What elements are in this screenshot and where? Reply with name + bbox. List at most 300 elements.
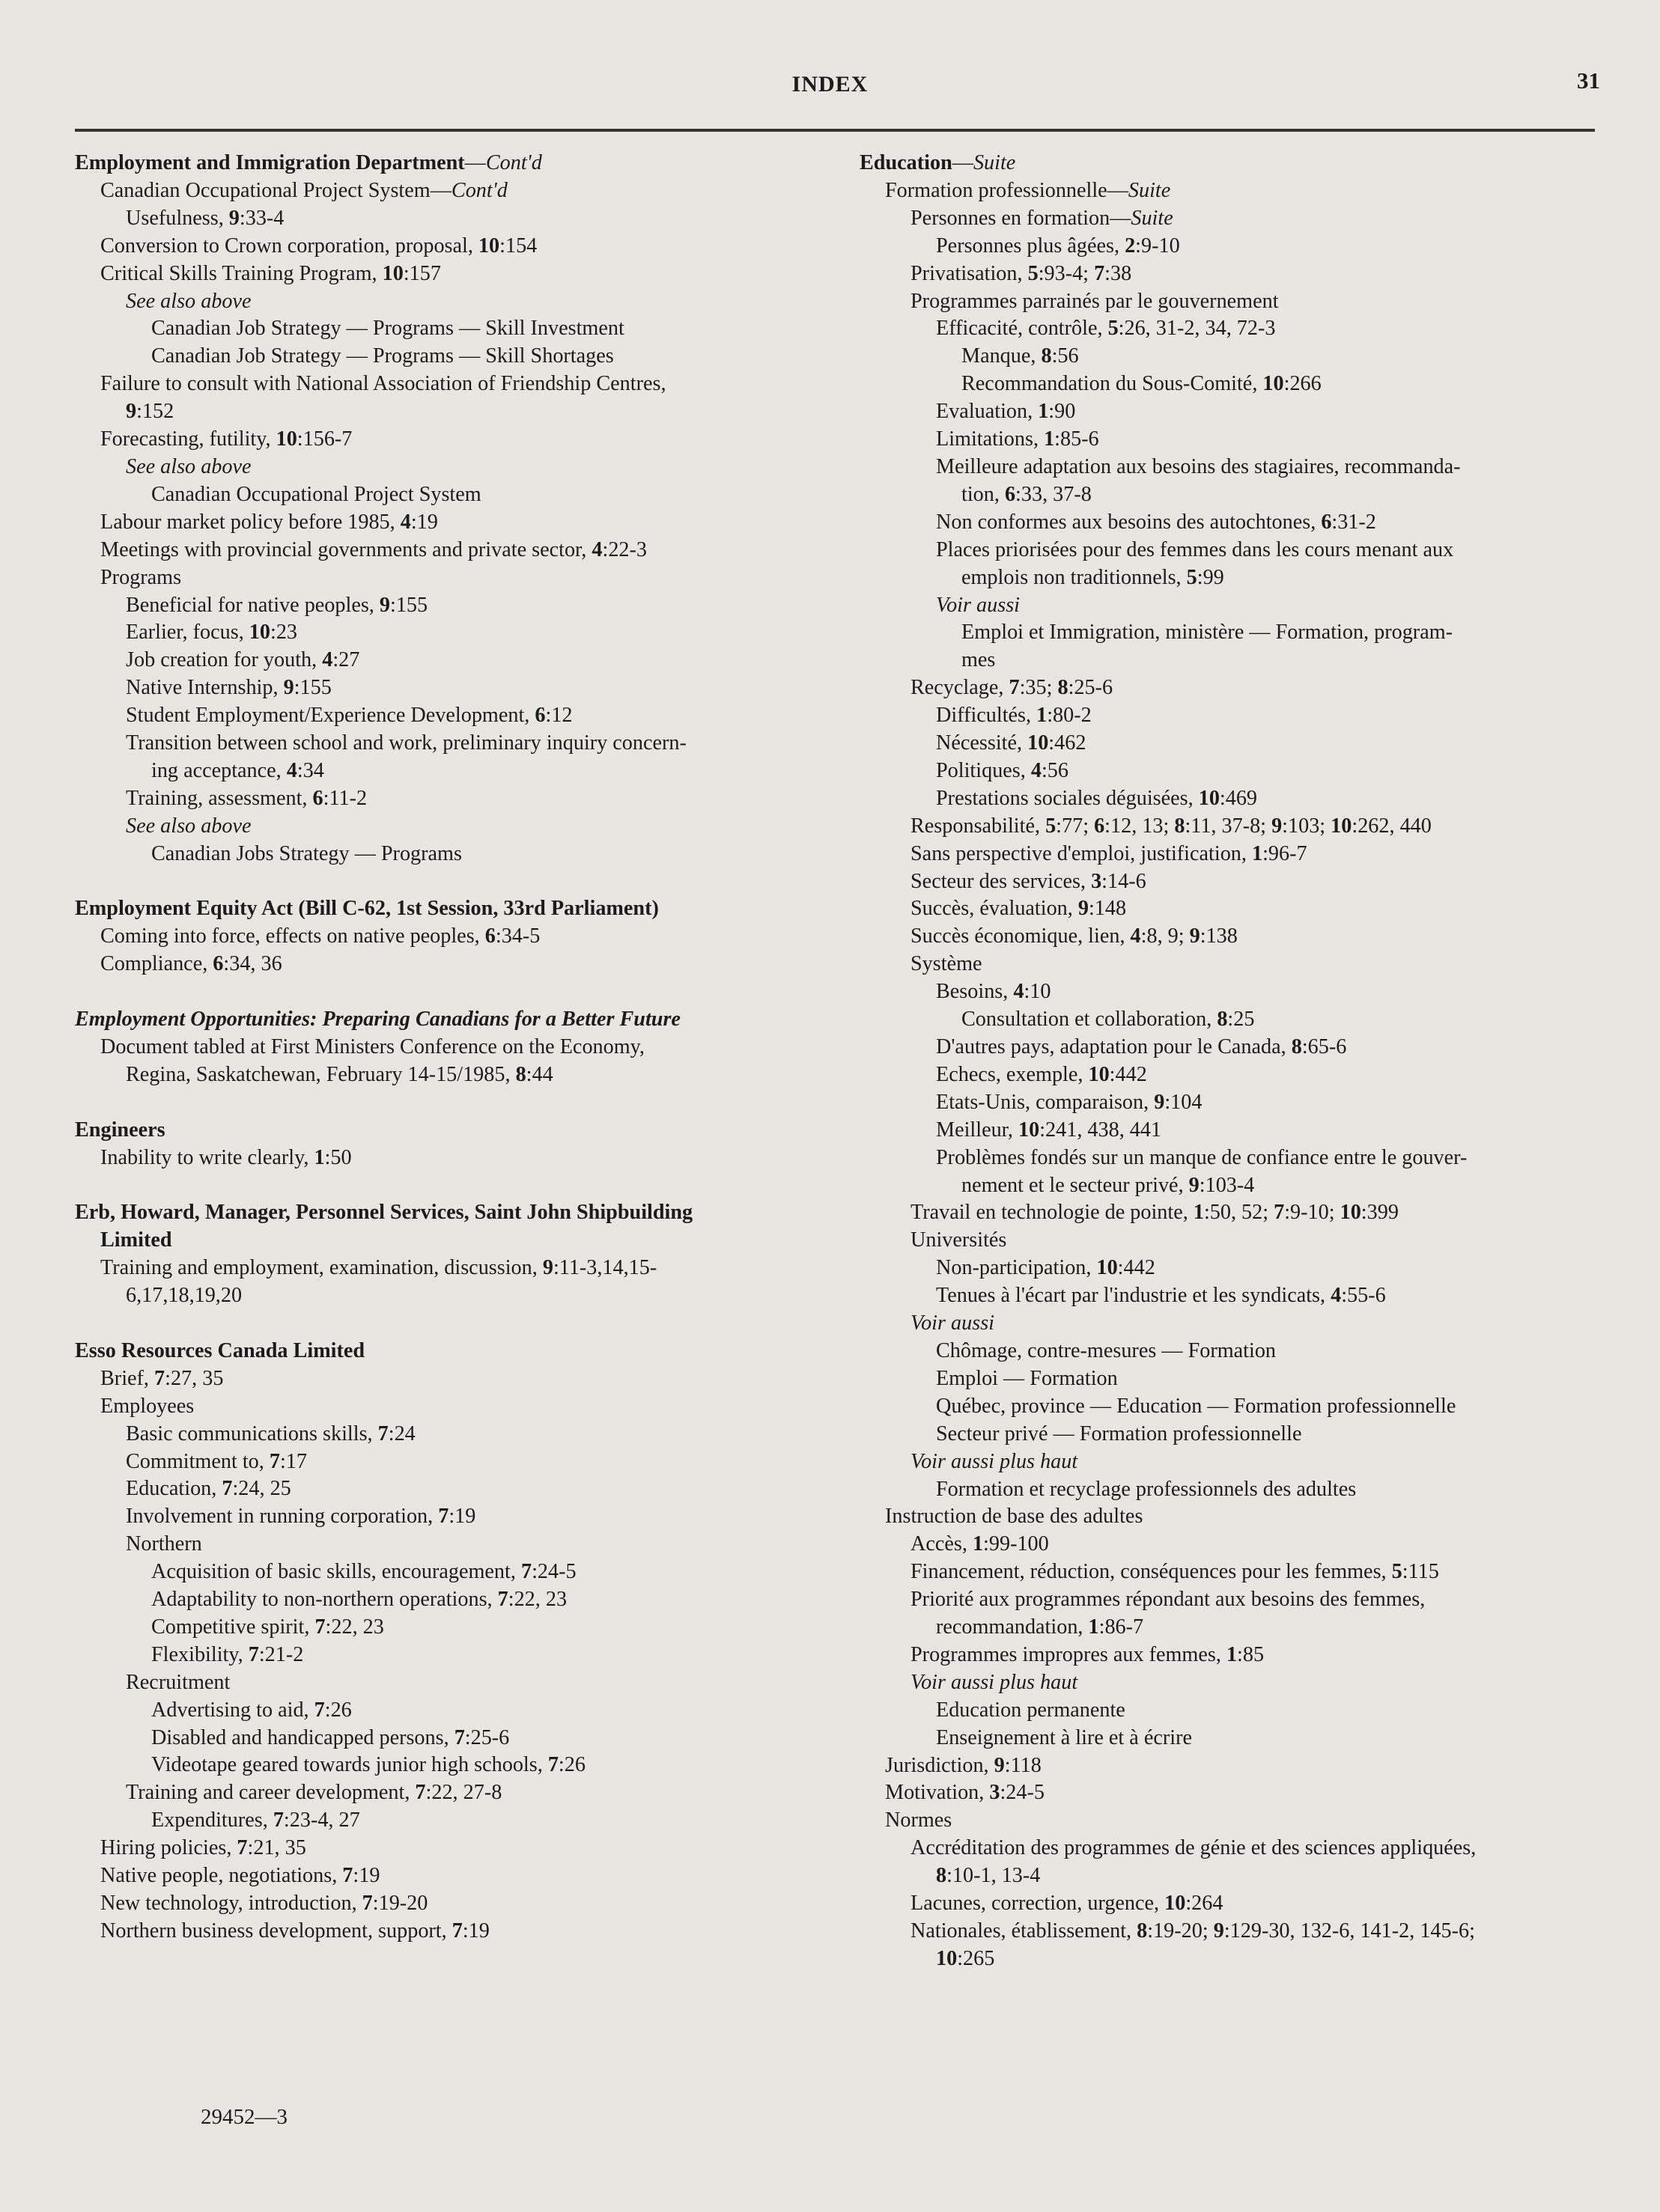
entry-text: :19-20; <box>1147 1919 1214 1943</box>
index-entry <box>75 1531 846 1559</box>
entry-text: :80-2 <box>1047 704 1092 728</box>
entry-text: Voir aussi <box>936 593 1020 617</box>
entry-text: :26, 31-2, 34, 72-3 <box>1118 317 1276 341</box>
index-entry <box>75 343 846 371</box>
index-entry <box>860 1338 1635 1365</box>
volume-number: 10 <box>1088 1062 1110 1086</box>
volume-number: 8 <box>1137 1919 1148 1943</box>
index-entry <box>75 537 846 564</box>
entry-text: :11-2 <box>323 786 368 810</box>
entry-text: Basic communications skills, <box>126 1422 378 1445</box>
entry-text: :118 <box>1004 1753 1042 1777</box>
entry-text: Critical Skills Training Program, <box>100 261 383 285</box>
index-entry <box>75 1862 846 1890</box>
index-entry <box>75 674 846 702</box>
volume-number: 7 <box>438 1505 449 1529</box>
entry-text: :56 <box>1051 344 1079 368</box>
entry-text: Failure to consult with National Association of Friendship Centres, <box>100 372 666 396</box>
index-entry <box>860 343 1635 371</box>
volume-number: 6 <box>535 704 546 728</box>
running-head: INDEX <box>791 72 869 97</box>
index-entry <box>75 702 846 730</box>
entry-text: Universités <box>910 1228 1007 1252</box>
volume-number: 9 <box>994 1753 1005 1777</box>
entry-text: Earlier, focus, <box>126 621 249 645</box>
volume-number: 10 <box>249 621 270 645</box>
index-entry <box>75 1282 846 1310</box>
entry-text: :93-4; <box>1038 261 1095 285</box>
index-entry <box>75 730 846 758</box>
entry-text: Conversion to Crown corporation, proposal, <box>100 234 478 258</box>
index-entry <box>75 1614 846 1642</box>
entry-text: Meetings with provincial governments and private sector, <box>100 537 592 561</box>
index-entry <box>75 592 846 620</box>
index-entry <box>75 1061 846 1089</box>
entry-text: :23-4, 27 <box>283 1809 360 1832</box>
entry-spacer <box>75 868 846 896</box>
entry-text: Usefulness, <box>126 206 229 230</box>
index-entry <box>75 951 846 978</box>
volume-number: 8 <box>1174 814 1185 838</box>
volume-number: 6 <box>1321 510 1332 534</box>
volume-number: 4 <box>1030 758 1042 782</box>
entry-text: :56 <box>1041 758 1068 782</box>
entry-text: :155 <box>390 593 428 617</box>
volume-number: 9 <box>283 676 294 700</box>
entry-text: :442 <box>1117 1256 1155 1280</box>
entry-text: :44 <box>526 1062 553 1086</box>
entry-text: :22, 23 <box>325 1615 384 1639</box>
volume-number: 10 <box>1262 372 1284 396</box>
entry-text: See also above <box>126 289 252 313</box>
entry-text: Programmes impropres aux femmes, <box>910 1642 1226 1666</box>
entry-text: Training and career development, <box>126 1781 416 1805</box>
entry-text: Secteur des services, <box>910 869 1092 893</box>
index-entry <box>860 978 1635 1006</box>
entry-text: :25-6 <box>1068 676 1113 700</box>
entry-text: Voir aussi plus haut <box>910 1670 1078 1694</box>
volume-number: 9 <box>1188 1173 1200 1197</box>
index-entry <box>860 1117 1635 1145</box>
entry-text: Instruction de base des adultes <box>885 1505 1143 1529</box>
entry-text: Education permanente <box>936 1698 1125 1722</box>
entry-text: :33, 37-8 <box>1015 482 1092 506</box>
volume-number: 8 <box>1217 1008 1228 1032</box>
entry-text: :154 <box>499 234 538 258</box>
entry-text: Canadian Job Strategy — Programs — Skill Investment <box>151 317 624 341</box>
entry-text: Job creation for youth, <box>126 648 323 672</box>
entry-text: :22, 23 <box>508 1588 568 1612</box>
entry-text: :152 <box>136 400 174 424</box>
entry-text: Training, assessment, <box>126 786 313 810</box>
entry-text: Normes <box>885 1809 952 1832</box>
entry-spacer <box>75 978 846 1006</box>
entry-text: Native Internship, <box>126 676 284 700</box>
entry-text: :442 <box>1109 1062 1147 1086</box>
volume-number: 1 <box>1044 427 1055 451</box>
entry-text: :24-5 <box>1000 1781 1045 1805</box>
entry-text: :21-2 <box>258 1642 304 1666</box>
entry-text: Canadian Occupational Project System— <box>100 178 452 202</box>
entry-text: Beneficial for native peoples, <box>126 593 380 617</box>
index-heading <box>75 1006 846 1034</box>
index-entry <box>75 1752 846 1779</box>
entry-text: :156-7 <box>297 427 353 451</box>
entry-text: Emploi et Immigration, ministère — Formation, program- <box>961 621 1453 645</box>
entry-text: :12, 13; <box>1104 814 1175 838</box>
index-entry <box>860 1448 1635 1476</box>
entry-text: Consultation et collaboration, <box>961 1008 1217 1032</box>
entry-text: Brief, <box>100 1366 155 1390</box>
entry-text: :21, 35 <box>247 1836 306 1860</box>
index-entry <box>75 1255 846 1282</box>
entry-text: :34, 36 <box>223 952 282 976</box>
volume-number: 7 <box>520 1560 532 1584</box>
volume-number: 7 <box>377 1422 389 1445</box>
index-entry <box>860 1531 1635 1559</box>
index-heading <box>860 150 1635 177</box>
entry-text: Etats-Unis, comparaison, <box>936 1090 1155 1114</box>
index-entry <box>75 1448 846 1476</box>
entry-text: Difficultés, <box>936 704 1037 728</box>
entry-text: New technology, introduction, <box>100 1892 362 1916</box>
volume-number: 8 <box>936 1864 947 1888</box>
index-entry <box>75 509 846 537</box>
entry-text: :9-10 <box>1135 234 1180 258</box>
entry-text: Responsabilité, <box>910 814 1046 838</box>
entry-text: recommandation, <box>936 1615 1089 1639</box>
entry-text: Engineers <box>75 1118 165 1142</box>
volume-number: 7 <box>222 1477 233 1501</box>
entry-text: Employment Opportunities: Preparing Canadians for a Better Future <box>75 1008 681 1032</box>
volume-number: 9 <box>228 206 240 230</box>
entry-text: :462 <box>1048 731 1086 755</box>
index-entry <box>860 1559 1635 1586</box>
volume-number: 9 <box>542 1256 553 1280</box>
volume-number: 7 <box>1009 676 1020 700</box>
entry-text: :8, 9; <box>1140 924 1190 948</box>
entry-text: :17 <box>279 1449 307 1473</box>
index-entry <box>860 537 1635 564</box>
entry-text: Nécessité, <box>936 731 1028 755</box>
volume-number: 5 <box>1045 814 1056 838</box>
page-number: 31 <box>1577 67 1600 94</box>
volume-number: 7 <box>452 1919 463 1943</box>
entry-text: ing acceptance, <box>151 758 287 782</box>
entry-text: :33-4 <box>239 206 285 230</box>
entry-text: Document tabled at First Ministers Conference on the Economy, <box>100 1035 645 1058</box>
entry-text: :99-100 <box>983 1532 1049 1556</box>
volume-number: 10 <box>1027 731 1049 755</box>
entry-text: :26 <box>324 1698 352 1722</box>
index-entry <box>860 288 1635 316</box>
entry-text: Suite <box>1131 206 1173 230</box>
entry-text: :103-4 <box>1199 1173 1255 1197</box>
entry-text: :35; <box>1019 676 1058 700</box>
entry-text: :50, 52; <box>1203 1201 1274 1225</box>
index-entry <box>75 1725 846 1752</box>
index-entry <box>860 841 1635 868</box>
index-heading <box>75 1117 846 1145</box>
index-entry <box>860 647 1635 674</box>
index-entry <box>75 1779 846 1807</box>
entry-text: Suite <box>973 151 1016 174</box>
index-entry <box>860 1282 1635 1310</box>
entry-text: Expenditures, <box>151 1809 273 1832</box>
entry-text: Advertising to aid, <box>151 1698 314 1722</box>
volume-number: 4 <box>1013 980 1024 1004</box>
index-entry <box>860 730 1635 758</box>
entry-text: :85-6 <box>1054 427 1099 451</box>
volume-number: 7 <box>314 1698 325 1722</box>
entry-text: :31-2 <box>1331 510 1376 534</box>
volume-number: 6 <box>1094 814 1105 838</box>
index-entry <box>860 868 1635 896</box>
volume-number: 7 <box>1094 261 1105 285</box>
entry-text: Meilleure adaptation aux besoins des stagiaires, recommanda- <box>936 454 1461 478</box>
entry-text: :104 <box>1164 1090 1203 1114</box>
entry-text: :264 <box>1185 1892 1223 1916</box>
index-entry <box>860 1089 1635 1117</box>
entry-text: :85 <box>1237 1642 1265 1666</box>
entry-text: Meilleur, <box>936 1118 1019 1142</box>
entry-text: Northern business development, support, <box>100 1919 452 1943</box>
index-entry <box>860 1918 1635 1946</box>
entry-text: :22-3 <box>602 537 647 561</box>
index-entry <box>75 647 846 674</box>
entry-text: :9-10; <box>1284 1201 1340 1225</box>
index-entry <box>75 1475 846 1503</box>
entry-text: Canadian Job Strategy — Programs — Skill Shortages <box>151 344 614 368</box>
index-entry <box>75 1642 846 1669</box>
entry-text: Problèmes fondés sur un manque de confiance entre le gouver- <box>936 1145 1468 1169</box>
entry-text: Canadian Jobs Strategy — Programs <box>151 841 462 865</box>
index-heading <box>75 1199 846 1227</box>
volume-number: 9 <box>379 593 390 617</box>
index-entry <box>75 923 846 951</box>
entry-text: :155 <box>294 676 332 700</box>
volume-number: 10 <box>936 1946 958 1970</box>
index-entry <box>75 1890 846 1918</box>
index-entry <box>860 1890 1635 1918</box>
volume-number: 10 <box>1018 1118 1040 1142</box>
entry-text: tion, <box>961 482 1005 506</box>
entry-text: Suite <box>1128 178 1171 202</box>
volume-number: 10 <box>1340 1201 1361 1225</box>
index-entry <box>860 592 1635 620</box>
entry-text: Recyclage, <box>910 676 1009 700</box>
volume-number: 8 <box>1057 676 1068 700</box>
entry-text: :77; <box>1056 814 1095 838</box>
entry-text: Programs <box>100 565 182 589</box>
volume-number: 6 <box>213 952 224 976</box>
entry-text: :11, 37-8; <box>1185 814 1272 838</box>
entry-text: Education, <box>126 1477 222 1501</box>
volume-number: 4 <box>1130 924 1141 948</box>
entry-text: Competitive spirit, <box>151 1615 315 1639</box>
entry-text: Efficacité, contrôle, <box>936 317 1108 341</box>
index-entry <box>860 1725 1635 1752</box>
volume-number: 9 <box>1189 924 1200 948</box>
entry-text: :129-30, 132-6, 141-2, 145-6; <box>1223 1919 1475 1943</box>
volume-number: 7 <box>314 1615 326 1639</box>
index-entry <box>75 1145 846 1172</box>
entry-text: :469 <box>1219 786 1258 810</box>
index-entry <box>860 177 1635 205</box>
index-entry <box>860 895 1635 923</box>
volume-number: 8 <box>1041 344 1052 368</box>
index-entry <box>75 398 846 426</box>
index-heading <box>75 895 846 923</box>
index-entry <box>860 674 1635 702</box>
volume-number: 5 <box>1107 317 1119 341</box>
entry-text: :115 <box>1402 1560 1439 1584</box>
entry-text: Regina, Saskatchewan, February 14-15/1985, <box>126 1062 516 1086</box>
volume-number: 1 <box>1088 1615 1099 1639</box>
index-entry <box>860 1697 1635 1725</box>
entry-text: Canadian Occupational Project System <box>151 482 481 506</box>
entry-text: Tenues à l'écart par l'industrie et les syndicats, <box>936 1284 1331 1308</box>
index-entry <box>860 1061 1635 1089</box>
entry-text: Commitment to, <box>126 1449 270 1473</box>
index-entry <box>860 1614 1635 1642</box>
index-entry <box>75 233 846 260</box>
index-entry <box>860 205 1635 233</box>
entry-text: Succès économique, lien, <box>910 924 1131 948</box>
index-entry <box>75 1227 846 1255</box>
entry-text: Voir aussi <box>910 1311 994 1335</box>
index-entry <box>860 509 1635 537</box>
entry-text: :19 <box>462 1919 490 1943</box>
index-entry <box>860 1862 1635 1890</box>
entry-text: 6,17,18,19,20 <box>126 1284 243 1308</box>
index-entry <box>75 1918 846 1946</box>
index-entry <box>860 923 1635 951</box>
index-entry <box>860 1586 1635 1614</box>
index-entry <box>860 1393 1635 1421</box>
index-entry <box>860 785 1635 813</box>
entry-text: :25 <box>1227 1008 1255 1032</box>
index-entry <box>75 371 846 398</box>
entry-text: Education <box>860 151 952 174</box>
volume-number: 7 <box>362 1892 373 1916</box>
entry-text: :19 <box>449 1505 476 1529</box>
entry-text: See also above <box>126 814 252 838</box>
volume-number: 4 <box>400 510 411 534</box>
volume-number: 7 <box>237 1836 248 1860</box>
entry-text: Jurisdiction, <box>885 1753 994 1777</box>
entry-text: Limitations, <box>936 427 1045 451</box>
volume-number: 3 <box>1091 869 1102 893</box>
volume-number: 10 <box>1096 1256 1118 1280</box>
entry-text: Hiring policies, <box>100 1836 237 1860</box>
entry-text: Student Employment/Experience Development, <box>126 704 535 728</box>
entry-text: Formation professionnelle— <box>885 178 1128 202</box>
entry-text: :157 <box>403 261 441 285</box>
volume-number: 5 <box>1186 565 1197 589</box>
entry-text: Limited <box>100 1228 172 1252</box>
volume-number: 6 <box>484 924 496 948</box>
entry-text: :90 <box>1048 400 1076 424</box>
entry-text: :24-5 <box>532 1560 577 1584</box>
entry-text: :34 <box>297 758 324 782</box>
entry-text: :138 <box>1200 924 1238 948</box>
entry-text: Besoins, <box>936 980 1014 1004</box>
entry-text: Inability to write clearly, <box>100 1145 314 1169</box>
entry-text: — <box>464 151 486 174</box>
index-entry <box>860 758 1635 785</box>
volume-number: 7 <box>497 1588 508 1612</box>
volume-number: 4 <box>592 537 603 561</box>
entry-text: Politiques, <box>936 758 1031 782</box>
entry-text: Employees <box>100 1394 195 1418</box>
volume-number: 7 <box>415 1781 426 1805</box>
volume-number: 1 <box>1036 704 1048 728</box>
entry-text: Manque, <box>961 344 1042 368</box>
entry-text: :50 <box>324 1145 352 1169</box>
entry-text: :266 <box>1283 372 1322 396</box>
entry-text: Compliance, <box>100 952 213 976</box>
entry-text: :27 <box>332 648 360 672</box>
index-entry <box>860 454 1635 481</box>
index-entry <box>75 1697 846 1725</box>
index-entry <box>75 1393 846 1421</box>
index-entry <box>860 1807 1635 1835</box>
entry-text: :103; <box>1282 814 1331 838</box>
entry-text: Flexibility, <box>151 1642 249 1666</box>
entry-text: Emploi — Formation <box>936 1366 1118 1390</box>
index-entry <box>860 1642 1635 1669</box>
volume-number: 7 <box>1274 1201 1285 1225</box>
entry-text: Lacunes, correction, urgence, <box>910 1892 1165 1916</box>
entry-text: Cont'd <box>485 151 542 174</box>
entry-text: :10 <box>1024 980 1051 1004</box>
entry-text: Recruitment <box>126 1670 231 1694</box>
index-entry <box>75 1365 846 1393</box>
index-entry <box>75 426 846 454</box>
volume-number: 10 <box>478 234 500 258</box>
volume-number: 9 <box>1271 814 1283 838</box>
index-entry <box>75 841 846 868</box>
entry-text: Cont'd <box>451 178 508 202</box>
entry-text: Privatisation, <box>910 261 1028 285</box>
volume-number: 1 <box>1193 1201 1204 1225</box>
entry-text: See also above <box>126 454 252 478</box>
volume-number: 4 <box>286 758 297 782</box>
index-heading <box>75 150 846 177</box>
entry-text: Training and employment, examination, discussion, <box>100 1256 543 1280</box>
entry-text: :19 <box>410 510 438 534</box>
entry-text: :23 <box>270 621 298 645</box>
volume-number: 10 <box>382 261 404 285</box>
index-entry <box>860 1503 1635 1531</box>
entry-text: Priorité aux programmes répondant aux besoins des femmes, <box>910 1588 1426 1612</box>
entry-text: Labour market policy before 1985, <box>100 510 401 534</box>
entry-text: Adaptability to non-northern operations, <box>151 1588 498 1612</box>
volume-number: 7 <box>154 1366 165 1390</box>
volume-number: 9 <box>1077 897 1089 921</box>
index-entry <box>75 205 846 233</box>
index-entry <box>75 1835 846 1862</box>
entry-text: Northern <box>126 1532 202 1556</box>
index-entry <box>860 813 1635 841</box>
entry-text: :27, 35 <box>165 1366 224 1390</box>
volume-number: 3 <box>989 1781 1000 1805</box>
entry-text: Programmes parrainés par le gouvernement <box>910 289 1279 313</box>
volume-number: 6 <box>1004 482 1016 506</box>
index-entry <box>860 564 1635 592</box>
index-entry <box>75 1559 846 1586</box>
